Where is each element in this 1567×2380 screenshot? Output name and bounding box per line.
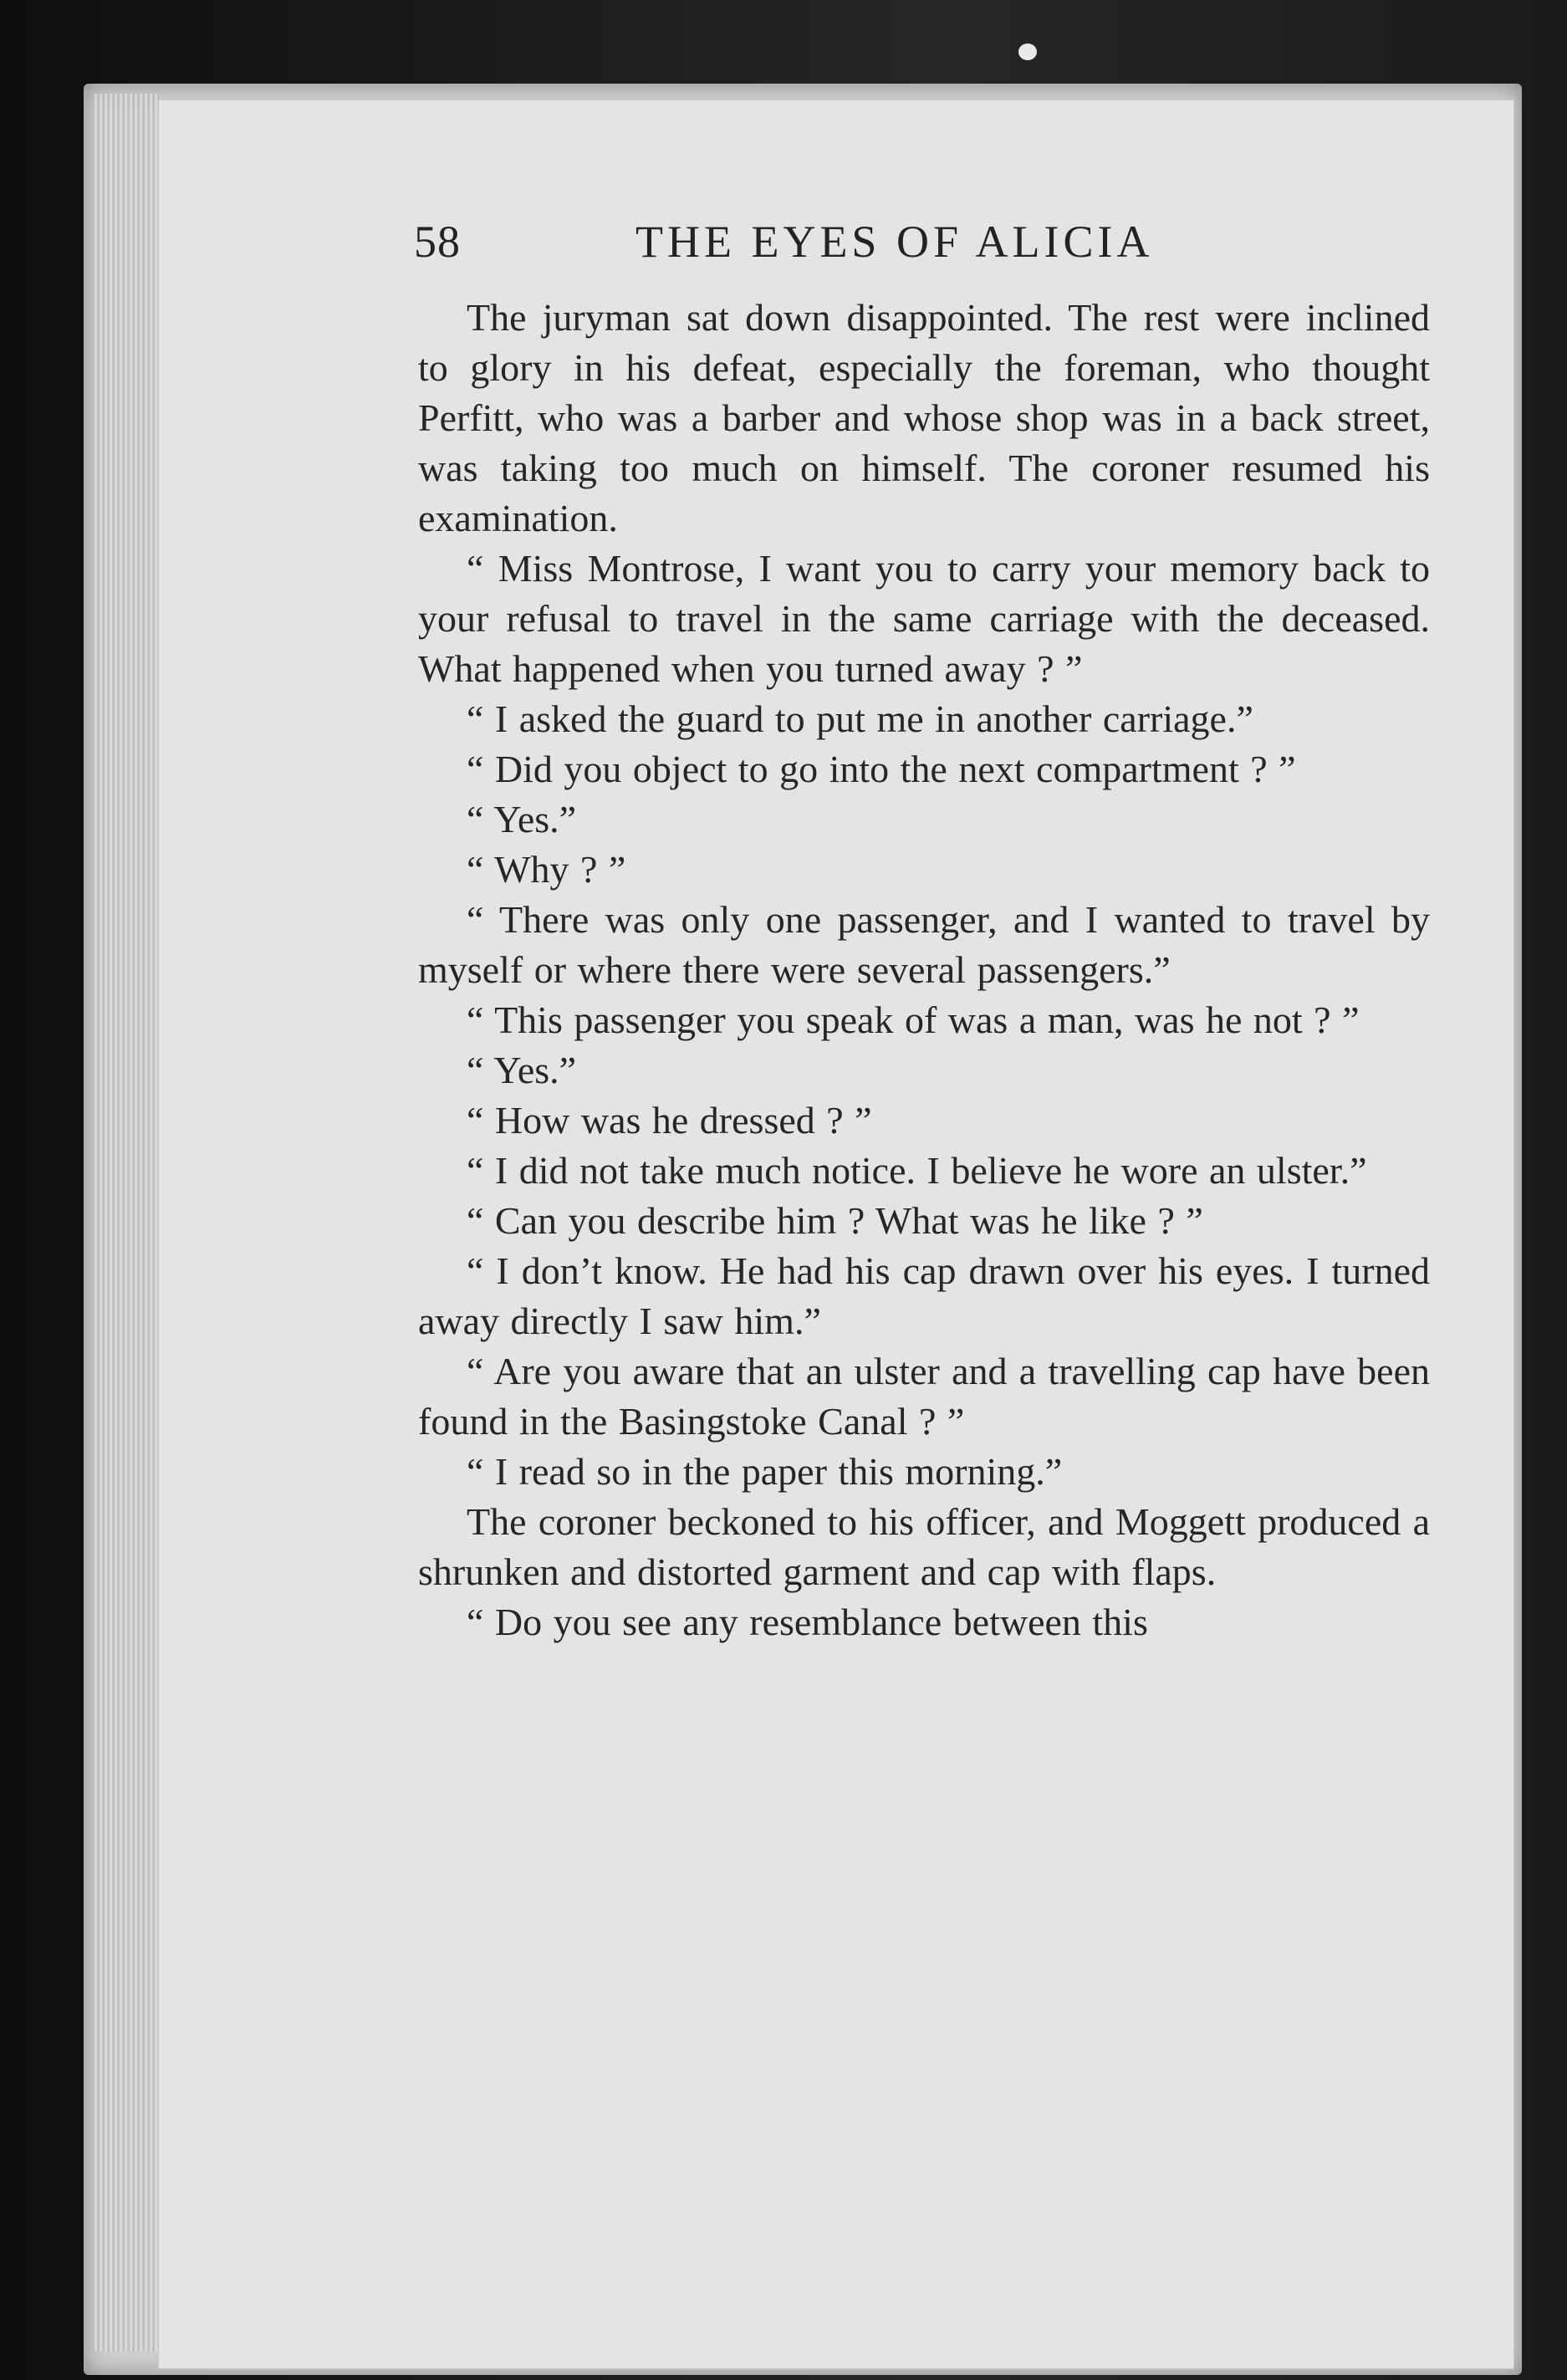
paragraph: “ This passenger you speak of was a man, was he not ? ” — [467, 998, 1360, 1041]
paragraph: “ I did not take much notice. I believe he wore an ulster.” — [467, 1149, 1367, 1192]
paragraph: The coroner beckoned to his officer, and Moggett produced a shrunken and distorted garment and cap with flaps. — [418, 1500, 1430, 1593]
paragraph: “ I don’t know. He had his cap drawn over his eyes. I turned away directly I saw him.” — [418, 1249, 1430, 1342]
paragraph: “ I asked the guard to put me in another carriage.” — [467, 697, 1253, 740]
paragraph: “ Are you aware that an ulster and a travelling cap have been found in the Basingstoke Canal ? ” — [418, 1350, 1430, 1443]
paragraph: “ Miss Montrose, I want you to carry your memory back to your refusal to travel in the same carriage with the deceased. What happened when you turned away ? ” — [418, 547, 1430, 690]
paragraph: The juryman sat down disappointed. The rest were inclined to glory in his defeat, especially the foreman, who thought Perfitt, who was a barber and whose shop was in a back street, was taking too much on himself. The coroner resumed his examination. — [418, 296, 1430, 539]
book-title: THE EYES OF ALICIA — [635, 217, 1154, 267]
running-head — [414, 216, 1208, 283]
paragraph: “ Can you describe him ? What was he like ? ” — [467, 1199, 1203, 1242]
body-text — [418, 293, 1430, 1647]
page-number: 58 — [414, 217, 461, 267]
page-stack — [94, 94, 161, 2352]
dust-speck — [1018, 43, 1037, 60]
paragraph: “ How was he dressed ? ” — [467, 1099, 872, 1141]
paragraph: “ Yes.” — [467, 798, 577, 840]
paragraph: “ Why ? ” — [467, 848, 626, 891]
paragraph: “ Do you see any resemblance between this — [467, 1601, 1148, 1643]
paragraph: “ There was only one passenger, and I wanted to travel by myself or where there were several passengers.” — [418, 898, 1430, 991]
paragraph: “ Did you object to go into the next compartment ? ” — [467, 748, 1296, 790]
paragraph: “ Yes.” — [467, 1049, 577, 1091]
paragraph: “ I read so in the paper this morning.” — [467, 1450, 1063, 1493]
